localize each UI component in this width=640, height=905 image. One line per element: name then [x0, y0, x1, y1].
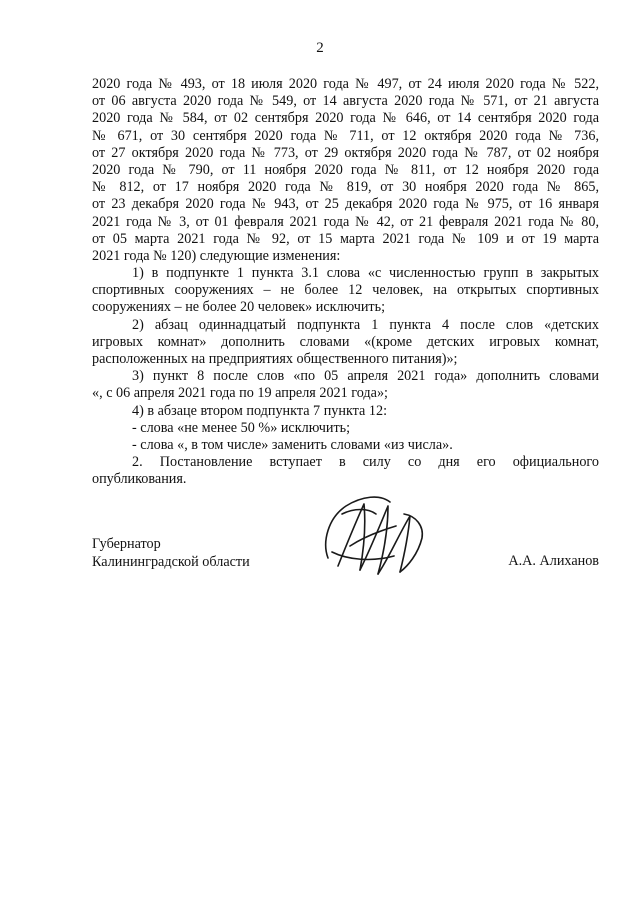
- text-line: сооружениях – не более 20 человек» исключить;: [92, 299, 386, 316]
- text-line: № 812, от 17 ноября 2020 года № 819, от 30 ноября 2020 года № 865,: [92, 179, 599, 196]
- text-line: 2020 года № 584, от 02 сентября 2020 года № 646, от 14 сентября 2020 года: [92, 110, 599, 127]
- text-line: от 27 октября 2020 года № 773, от 29 октября 2020 года № 787, от 02 ноября: [92, 144, 599, 161]
- signer-name: А.А. Алиханов: [508, 553, 599, 569]
- signature-title: [92, 536, 250, 571]
- text-line: расположенных на предприятиях общественного питания)»;: [92, 351, 458, 367]
- document-body: [92, 76, 599, 489]
- text-line: 2020 года № 493, от 18 июля 2020 года № 497, от 24 июля 2020 года № 522,: [92, 76, 599, 92]
- text-line: № 671, от 30 сентября 2020 года № 711, от 12 октября 2020 года № 736,: [92, 127, 599, 144]
- text-line: 3) пункт 8 после слов «по 05 апреля 2021 года» дополнить словами: [132, 368, 599, 385]
- text-line: 2) абзац одиннадцатый подпункта 1 пункта 4 после слов «детских: [132, 316, 599, 333]
- text-line: 2021 года № 3, от 01 февраля 2021 года № 42, от 21 февраля 2021 года № 80,: [92, 213, 599, 230]
- text-line: 4) в абзаце втором подпункта 7 пункта 12:: [132, 402, 388, 419]
- text-line: 2. Постановление вступает в силу со дня его официального: [132, 454, 599, 471]
- signer-position: Губернатор: [92, 536, 161, 552]
- text-line: спортивных сооружениях – не более 12 человек, на открытых спортивных: [92, 282, 599, 299]
- text-line: 1) в подпункте 1 пункта 3.1 слова «с численностью групп в закрытых: [132, 265, 599, 282]
- text-line: «, с 06 апреля 2021 года по 19 апреля 2021 года»;: [92, 385, 388, 402]
- text-line: - слова «не менее 50 %» исключить;: [132, 419, 351, 436]
- text-line: опубликования.: [92, 471, 187, 488]
- text-line: от 23 декабря 2020 года № 943, от 25 декабря 2020 года № 975, от 16 января: [92, 196, 599, 213]
- signer-region: Калининградской области: [92, 553, 250, 570]
- text-line: от 05 марта 2021 года № 92, от 15 марта 2021 года № 109 и от 19 марта: [92, 230, 599, 247]
- text-line: - слова «, в том числе» заменить словами «из числа».: [132, 436, 453, 453]
- text-line: 2020 года № 790, от 11 ноября 2020 года № 811, от 12 ноября 2020 года: [92, 161, 599, 178]
- text-line: от 06 августа 2020 года № 549, от 14 августа 2020 года № 571, от 21 августа: [92, 93, 599, 110]
- text-line: игровых комнат» дополнить словами «(кроме детских игровых комнат,: [92, 333, 599, 350]
- text-line: 2021 года № 120) следующие изменения:: [92, 247, 341, 264]
- page-number: 2: [316, 40, 324, 56]
- handwritten-signature: [318, 486, 428, 586]
